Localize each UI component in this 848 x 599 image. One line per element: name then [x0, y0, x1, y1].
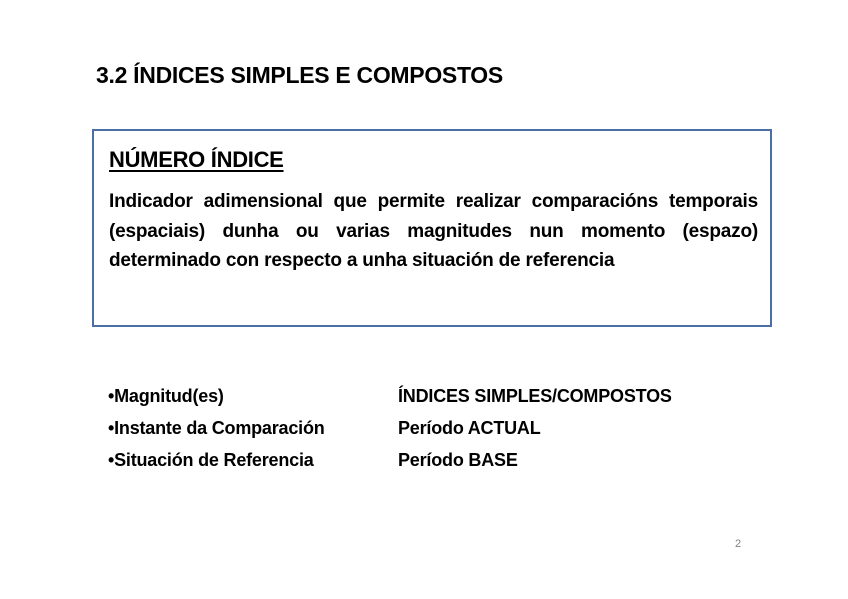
term-value: Período ACTUAL: [398, 417, 541, 438]
definition-text: Indicador adimensional que permite realizar comparacións temporais (espaciais) dunha ou varias magnitudes nun momento (espazo) determinado con respecto a unha situación de referencia: [109, 191, 758, 271]
page-number: 2: [735, 538, 742, 550]
term-value: ÍNDICES SIMPLES/COMPOSTOS: [398, 385, 672, 406]
term-row-magnitude: [108, 380, 728, 412]
definition-box: [92, 129, 772, 327]
term-label: •Magnitud(es): [108, 385, 224, 406]
definition-heading: NÚMERO ÍNDICE: [109, 147, 284, 172]
terms-list: [108, 380, 728, 476]
term-row-comparison-instant: [108, 412, 728, 444]
term-row-reference-situation: [108, 444, 728, 476]
term-label: •Situación de Referencia: [108, 449, 314, 470]
slide-title: 3.2 ÍNDICES SIMPLES E COMPOSTOS: [96, 62, 503, 88]
term-value: Período BASE: [398, 449, 518, 470]
term-label: •Instante da Comparación: [108, 417, 325, 438]
